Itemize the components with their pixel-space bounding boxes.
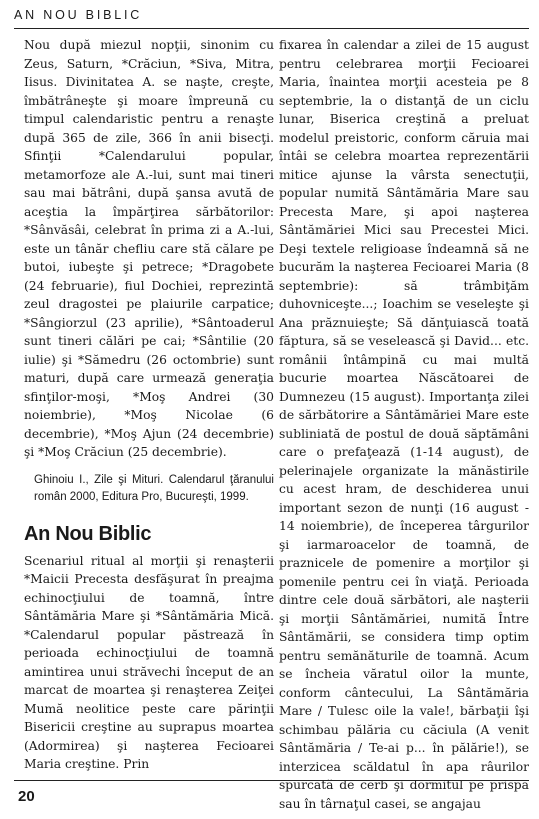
left-column — [24, 36, 274, 774]
bibliographic-reference: Ghinoiu I., Zile şi Mituri. Calendarul ţăranului român 2000, Editura Pro, Bucureşti, 1999. — [34, 473, 274, 503]
page-number: 20 — [18, 788, 35, 805]
entry-paragraph: Nou după miezul nopţii, sinonim cu Zeus, Saturn, *Crăciun, *Siva, Mitra, Iisus. Divinitatea A. se naşte, creşte, îmbătrâneşte şi moare împreună cu timpul calendaristic pentru a renaşte după 365 de zile, 366 în anii bisecţi. Sfinţii *Calendarului popular, metamorfoze ale A.-lui, sunt mai tineri sau mai bătrâni, după şansa avută de aceştia la împărţirea sărbătorilor: *Sânvăsâi, celebrat în prima zi a A.-lui, este un tânăr chefliu care stă călare pe butoi, iubeşte şi petrece; *Dragobete (24 februarie), fiul Dochiei, reprezintă zeul dragostei pe plaiurile carpatice; *Sângiorzul (23 aprilie), *Sântoaderul sunt tineri călări pe cai; *Sântilie (20 iulie) şi *Sămedru (26 octombrie) sunt maturi, după care urmează generaţia sfinţilor-moşi, *Moş Andrei (30 noiembrie), *Moş Nicolae (6 decembrie), *Moş Ajun (24 decembrie) şi *Moş Crăciun (25 decembrie). — [24, 38, 274, 459]
running-header — [14, 6, 529, 29]
section-paragraph: Scenariul ritual al morţii şi renaşterii *Maicii Precesta desfăşurat în preajma echinocţiului de toamnă, între Sântămăria Mare şi *Sântămăria Mică. *Calendarul popular păstrează în perioada echinocţiului de toamnă amintirea unui străvechi început de an marcat de moartea şi renaşterea Zeiţei Mumă neolitice peste care părinţii Bisericii creştine au suprapus moartea (Adormirea) şi naşterea Fecioarei Maria creştine. Prin — [24, 553, 274, 771]
right-column — [279, 36, 529, 813]
footer-rule — [14, 780, 529, 781]
running-header-title: AN NOU BIBLIC — [14, 8, 143, 22]
continued-paragraph: fixarea în calendar a zilei de 15 august pentru celebrarea morţii Fecioarei Maria, înaintea morţii acesteia pe 8 septembrie, la o distanţă de un ciclu lunar, Biserica creştină a preluat modelul preistoric, conform căruia mai întâi se celebra moartea reprezentării mitice ajunse la vârsta senectuţii, popular numită Sântămăria Mare sau Precesta Mare, şi apoi naşterea Sântămăriei Mici sau Precestei Mici. Deşi textele religioase îndeamnă să ne bucurăm la naşterea Fecioarei Maria (8 septembrie): să trâmbiţăm duhovniceşte...; Ioachim se veseleşte şi Ana prăznuieşte; Să dănţuiască toată făptura, să se veselească şi David... etc. românii întâmpină cu mai multă bucurie moartea Născătoarei de Dumnezeu (15 august). Importanţa zilei de sărbătorire a Sântămăriei Mare este subliniată de postul de două săptămâni care o prefaţează (1-14 august), de pelerinajele organizate la mănăstirile cu acest hram, de deschiderea unui important sezon de nunţi (16 august - 14 noiembrie), de începerea târgurilor şi iarmaroacelor de toamnă, de praznicele de pomenire a morţilor şi pomenile pentru cei în viaţă. Perioada dintre cele două sărbători, ale naşterii şi morţii Sântămăriei, numită Între Sântămării, se considera timp optim pentru semănăturile de toamnă. Acum se încheia văratul oilor la munte, conform cântecului, La Sântămăria Mare / Tulesc oile la vale!, bărbaţii îşi schimbau pălăria cu căciula (A venit Sântămăria / Te-ai p... în pălărie!), se interzicea scăldatul în apa râurilor spurcată de cerb şi dormitul pe prispa sau în târnaţul casei, se angajau — [279, 38, 529, 811]
section-title: An Nou Biblic — [24, 522, 152, 545]
